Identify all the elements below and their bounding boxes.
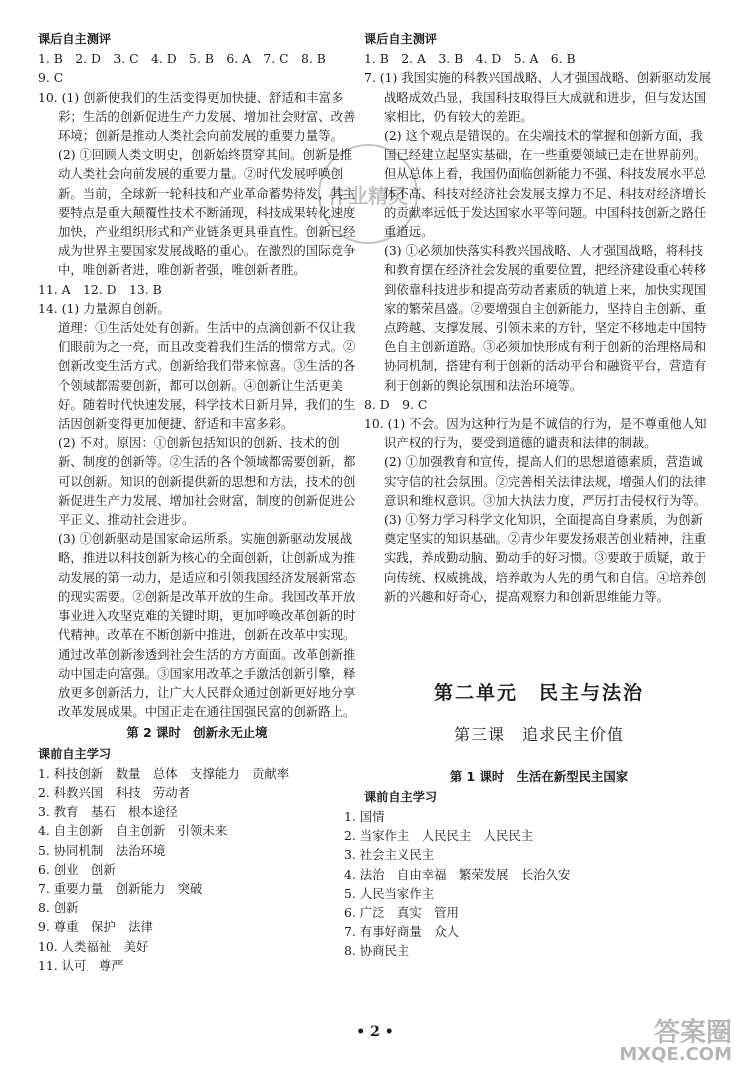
- answer-item: (3) ①必须加快落实科教兴国战略、人才强国战略，将科技和教育摆在经济社会发展的重要位置，把经济建设重心转移到依靠科技进步和提高劳动者素质的轨道上来，加快实现国家的繁荣昌盛。②要增强自主创新能力，坚持自主创新、重点跨越、支撑发展、引领未来的方针，坚定不移地走中国特色自主创新道路。③必须加快形成有利于创新的治理格局和协同机制，搭建有利于创新的活动平台和融资平台，营造有利于创新的舆论氛围和法治环境等。: [384, 243, 707, 393]
- logo-line-2: MXQE.COM: [619, 1044, 732, 1065]
- answer-item: 1. 科技创新 数量 总体 支撑能力 贡献率: [38, 765, 290, 781]
- answer-item: 1. 国情: [344, 808, 385, 824]
- answer-item: 8. D 9. C: [364, 396, 428, 412]
- right-column: [344, 30, 714, 961]
- unit-title: 第二单元 民主与法治: [433, 682, 644, 705]
- answer-item: (3) ①努力学习科学文化知识，全面提高自身素质，为创新奠定坚实的知识基础。②青少年要发扬艰苦创业精神，注重实践，养成勤动脑、勤动手的好习惯。③要敢于质疑，敢于向传统、权威挑战，培养敢为人先的勇气和自信。④培养创新的兴趣和好奇心，提高观察力和创新思维能力等。: [384, 512, 707, 604]
- answer-list: [344, 807, 714, 961]
- answer-item: 4. 自主创新 自主创新 引领未来: [38, 823, 228, 839]
- answer-item: 6. 广泛 真实 管用: [344, 904, 459, 920]
- answer-item: 10. (1) 创新使我们的生活变得更加快捷、舒适和丰富多彩；生活的创新促进生产力发展、增加社会财富、改善环境；创新是推动人类社会向前发展的重要力量等。: [38, 89, 356, 144]
- answer-item: 2. 科教兴国 科技 劳动者: [38, 784, 191, 800]
- answer-item: (2) ①加强教育和宣传，提高人们的思想道德素质，营造诚实守信的社会氛围。②完善相关法律法规，增强人们的法律意识和维权意识。③加大执法力度，严厉打击侵权行为等。: [384, 454, 707, 508]
- answer-item: 9. 尊重 保护 法律: [38, 919, 153, 935]
- answer-item: 8. 创新: [38, 900, 79, 916]
- answer-item: 10. 人类福祉 美好: [38, 938, 149, 954]
- left-column: [38, 30, 356, 975]
- answer-item: 5. 协同机制 法治环境: [38, 842, 166, 858]
- right-answers: [364, 30, 714, 606]
- section-heading: 课前自主学习: [38, 746, 112, 761]
- page-number: • 2 •: [356, 1024, 394, 1040]
- logo-line-1: 答案圈: [653, 1018, 732, 1048]
- answer-item: 道理：①生活处处有创新。生活中的点滴创新不仅让我们眼前为之一亮，而且改变着我们生活的惯常方式。②创新改变生活方式。创新给我们带来惊喜。③生活的各个领域都需要创新，都可以创新。④创新让生活更美好。随着时代快速发展，科学技术日新月异，我们的生活因创新变得更加便捷、舒适和丰富多彩。: [58, 320, 356, 432]
- answer-item: 7. 有事好商量 众人: [344, 924, 459, 940]
- right-column-content: [344, 30, 714, 961]
- answer-item: 3. 教育 基石 根本途径: [38, 804, 178, 820]
- answer-item: 14. (1) 力量源自创新。: [38, 300, 170, 316]
- answer-item: 5. 人民当家作主: [344, 885, 435, 901]
- left-column-content: [38, 30, 356, 975]
- answer-item: 11. A 12. D 13. B: [38, 281, 162, 297]
- answer-item: 7. 重要力量 创新能力 突破: [38, 880, 203, 896]
- answer-item: 10. (1) 不会。因为这种行为是不诚信的行为，是不尊重他人知识产权的行为，要受到道德的谴责和法律的制裁。: [364, 416, 707, 451]
- section-title: 第 2 课时 创新永无止境: [126, 725, 268, 741]
- lesson-title: 第三课 追求民主价值: [453, 725, 624, 745]
- section-heading: 课后自主测评: [364, 32, 438, 46]
- answer-item: 9. C: [38, 70, 64, 86]
- site-logo: [604, 1012, 732, 1068]
- answer-item: 3. 社会主义民主: [344, 847, 435, 863]
- answer-item: 2. 当家作主 人民民主 人民民主: [344, 828, 534, 844]
- answer-item: 7. (1) 我国实施的科教兴国战略、人才强国战略、创新驱动发展战略成效凸显，我国科技取得巨大成就和进步，但与发达国家相比，仍有较大的差距。: [364, 70, 712, 124]
- answer-item: (2) 不对。原因：①创新包括知识的创新、技术的创新、制度的创新等。②生活的各个领域都需要创新，都可以创新。知识的创新提供新的思想和方法，技术的创新促进生产力发展、增加社会财富，制度的创新促进公平正义、推动社会进步。: [58, 435, 356, 528]
- answer-item: 1. B 2. D 3. C 4. D 5. B 6. A 7. C 8. B: [38, 51, 326, 67]
- answer-item: 4. 法治 自由幸福 繁荣发展 长治久安: [344, 866, 571, 882]
- section-title: 第 1 课时 生活在新型民主国家: [449, 768, 629, 784]
- answer-item: 1. B 2. A 3. B 4. D 5. A 6. B: [364, 51, 576, 67]
- section-heading: 课后自主测评: [38, 32, 112, 46]
- section-heading: 课前自主学习: [364, 789, 438, 804]
- answer-item: 6. 创业 创新: [38, 861, 116, 877]
- answer-item: (3) ①创新驱动是国家命运所系。实施创新驱动发展战略，推进以科技创新为核心的全面创新，让创新成为推动发展的第一动力，是适应和引领我国经济发展新常态的现实需要。②创新是改革开放的生命。我国改革开放事业进入攻坚克难的关键时期，更加呼唤改革创新的时代精神。改革在不断创新中推进，创新在改革中实现。通过改革创新渗透到社会生活的方方面面。改革创新推动中国走向富强。③国家用改革之手激活创新引擎，释放更多创新活力，让广大人民群众通过创新更好地分享改革发展成果。中国正走在通往国强民富的创新路上。: [58, 531, 356, 720]
- answer-item: (2) 这个观点是错误的。在尖端技术的掌握和创新方面，我国已经建立起坚实基础，在一些重要领域已走在世界前列。但从总体上看，我国仍面临创新能力不强、科技发展水平总体不高、科技对经济社会发展支撑力不足、科技对经济增长的贡献率远低于发达国家水平等问题。中国科技创新之路任重道远。: [384, 128, 707, 240]
- answer-item: 11. 认可 尊严: [38, 957, 124, 973]
- stamp-text: 作业精灵: [328, 184, 408, 208]
- answer-item: 8. 协商民主: [344, 943, 410, 959]
- answer-item: (2) ①回顾人类文明史，创新始终贯穿其间。创新是推动人类社会向前发展的重要力量。②时代发展呼唤创新。当前，全球新一轮科技和产业革命蓄势待发，其主要特点是重大颠覆性技术不断涌现，科技成果转化速度加快，产业组织形式和产业链条更具垂直性。创新已经成为世界主要国家发展战略的重心。在激烈的国际竞争中，唯创新者进，唯创新者强，唯创新者胜。: [58, 147, 356, 278]
